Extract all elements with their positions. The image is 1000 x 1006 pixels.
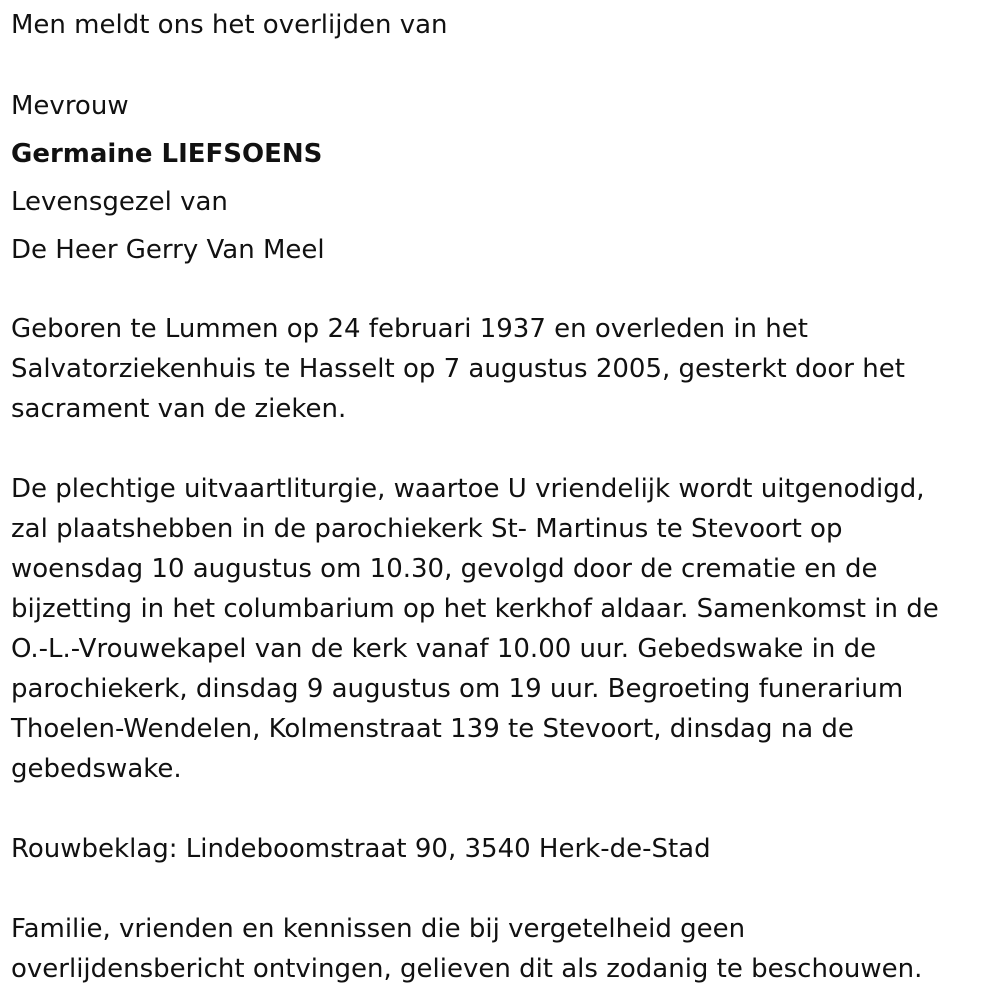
birth-death-line: sacrament van de zieken. [11,394,347,424]
funeral-line: parochiekerk, dinsdag 9 augustus om 19 uur. Begroeting funerarium [11,674,904,704]
partner-name: De Heer Gerry Van Meel [11,235,325,265]
closing-line: Familie, vrienden en kennissen die bij vergetelheid geen [11,914,746,944]
funeral-line: O.-L.-Vrouwekapel van de kerk vanaf 10.00 uur. Gebedswake in de [11,634,877,664]
salutation: Mevrouw [11,91,129,121]
funeral-line: Thoelen-Wendelen, Kolmenstraat 139 te Stevoort, dinsdag na de [11,714,854,744]
closing-line: overlijdensbericht ontvingen, gelieven dit als zodanig te beschouwen. [11,954,923,984]
funeral-line: woensdag 10 augustus om 10.30, gevolgd door de crematie en de [11,554,878,584]
intro-text: Men meldt ons het overlijden van [11,10,448,40]
relation-label: Levensgezel van [11,187,228,217]
condolence-address: Rouwbeklag: Lindeboomstraat 90, 3540 Herk-de-Stad [11,834,711,864]
birth-death-line: Salvatorziekenhuis te Hasselt op 7 augustus 2005, gesterkt door het [11,354,905,384]
deceased-name: Germaine LIEFSOENS [11,139,323,169]
funeral-line: zal plaatshebben in de parochiekerk St- Martinus te Stevoort op [11,514,843,544]
funeral-line: bijzetting in het columbarium op het kerkhof aldaar. Samenkomst in de [11,594,939,624]
birth-death-line: Geboren te Lummen op 24 februari 1937 en overleden in het [11,314,808,344]
funeral-line: De plechtige uitvaartliturgie, waartoe U vriendelijk wordt uitgenodigd, [11,474,925,504]
funeral-line: gebedswake. [11,754,182,784]
